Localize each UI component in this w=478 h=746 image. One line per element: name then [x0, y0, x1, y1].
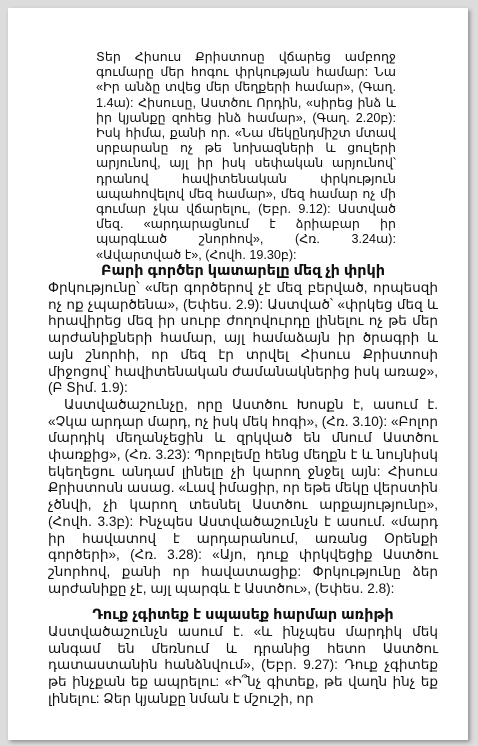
document-page	[8, 8, 468, 740]
section-body-do-not-wait	[48, 624, 438, 708]
section-body-good-works	[48, 280, 438, 597]
intro-quote-block	[96, 50, 396, 263]
paragraph: Աստվածաշունչն ասում է. «և ինչպես մարդիկ մեկ անգամ են մեռնում և դրանից հետո Աստծու դատաստանին հանձնվում», (Եբր. 9.27): Դուք չգիտեք թե ինչքան եք ապրելու: «Ի՞նչ գիտեք, թե վաղն ինչ եք լինելու: Ձեր կյանքը նման է մշուշի, որ	[48, 624, 438, 706]
intro-quote-text: Տեր Հիսուս Քրիստոսը վճարեց ամբողջ գումարը մեր հոգու փրկության համար: Նա «Իր անձը տվեց մեր մեղքերի համար», (Գաղ. 1.4ա): Հիսուսը, Աստծու Որդին, «սիրեց ինձ և իր կյանքը զոհեց ինձ համար», (Գաղ. 2.20բ): Իսկ հիմա, քանի որ. «Նա մեկընդմիշտ մտավ սրբարանը ոչ թե նոխազների և ցուլերի արյունով, այլ իր իսկ սեփական արյունով՝ դրանով հավիտենական փրկություն ապահովելով մեզ համար», մեզ համար ոչ մի գումար չկա վճարելու, (Եբր. 9.12): Աստված մեզ. «արդարացնում է ձրիաբար իր պարգևած շնորհով», (Հռ. 3.24ա): «Ավարտված է», (Հովհ. 19.30բ):	[96, 50, 396, 262]
section-heading-do-not-wait: Դուք չգիտեք է սպասեք հարմար առիթի	[92, 607, 394, 623]
paragraph: Փրկությունը՝ «մեր գործերով չէ մեզ բերված, որպեսզի ոչ ոք չպարծենա», (Եփես. 2.9): Աստված՝ «փրկեց մեզ և հրավիրեց մեզ իր սուրբ ժողովուրդը լինելու ոչ թե մեր արժանիքների համար, այլ համաձայն իր ծրագրի և այն շնորհի, որ մեզ էր տրվել Հիսուս Քրիստոսի միջոցով՝ հավիտենական ժամանակներից իսկ առաջ», (Բ Տիմ. 1.9):	[48, 280, 438, 396]
section-heading-good-works: Բարի գործեր կատարելը մեզ չի փրկի	[100, 263, 386, 279]
paragraph: Աստվածաշունչը, որը Աստծու Խոսքն է, ասում է. «Չկա արդար մարդ, ոչ իսկ մեկ հոգի», (Հռ. 3.10): «Բոլոր մարդիկ մեղանչեցին և զրկված են մնում Աստծու փառքից», (Հռ. 3.23): Պրոբլեմը հենց մեղքն է և նույնիսկ եկեղեցու անդամ լինելը չի կարող ջնջել այն: Հիսուս Քրիստոսն ասաց. «Լավ իմացիր, որ եթե մեկը վերստին չծնվի, չի կարող տեսնել Աստծու արքայությունը», (Հովհ. 3.3բ): Ինչպես Աստվածաշունչն է ասում. «մարդ իր հավատով է արդարանում, առանց Օրենքի գործերի», (Հռ. 3.28): «Այո, դուք փրկվեցիք Աստծու շնորհով, քանի որ հավատացիք: Փրկությունը ձեր արժանիքը չէ, այլ պարգև է Աստծու», (Եփես. 2.8):	[48, 396, 438, 596]
